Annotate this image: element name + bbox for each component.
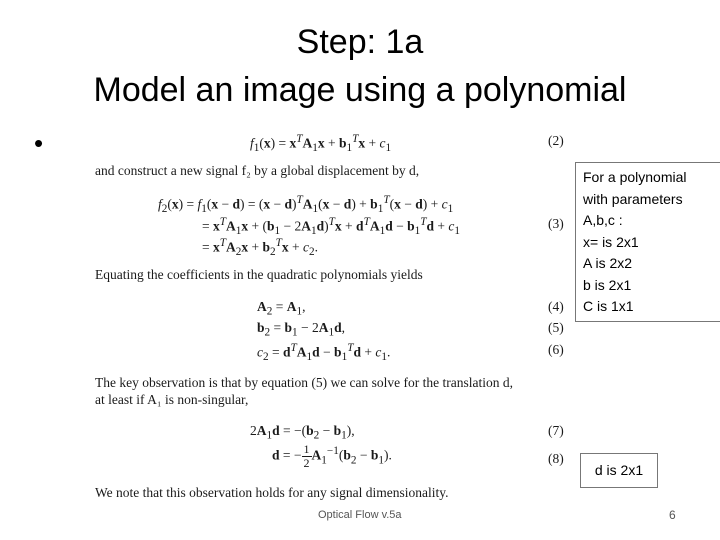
paragraph-equating-coefficients: Equating the coefficients in the quadratic polynomials yields bbox=[95, 267, 423, 282]
callout-line: A,b,c : bbox=[583, 212, 623, 228]
paragraph-dimensionality: We note that this observation holds for any signal dimensionality. bbox=[95, 485, 449, 500]
equation-6-number: (6) bbox=[548, 342, 564, 357]
bullet-point: • bbox=[34, 128, 44, 158]
paragraph-construct-signal: and construct a new signal f₂ by a global displacement by d, bbox=[95, 163, 420, 178]
paragraph-key-observation-line-1: The key observation is that by equation (5) we can solve for the translation d, bbox=[95, 375, 514, 390]
callout-line: b is 2x1 bbox=[583, 276, 632, 293]
paragraph-key-observation-line-2: at least if A₁ is non-singular, bbox=[95, 392, 249, 407]
equation-5-number: (5) bbox=[548, 320, 564, 335]
equation-3-line-3: = $x^TA_2x + b_2^Tx + c_2$. bbox=[202, 237, 319, 259]
equation-2-number: (2) bbox=[548, 133, 564, 148]
equation-3-number: (3) bbox=[548, 216, 564, 231]
equation-4-number: (4) bbox=[548, 299, 564, 314]
callout-line: A is 2x2 bbox=[583, 255, 633, 271]
polynomial-parameters-callout bbox=[575, 162, 720, 322]
page-number: 6 bbox=[669, 508, 676, 522]
equation-2: $f_1(x) = x^TA_1x + b_1^Tx + c_1$ bbox=[250, 133, 392, 155]
callout-line: with parameters bbox=[583, 190, 683, 207]
slide-title-line-2: Model an image using a polynomial bbox=[93, 71, 627, 109]
callout-line: C is 1x1 bbox=[583, 298, 634, 314]
equation-8-number: (8) bbox=[548, 451, 564, 466]
slide-footer: Optical Flow v.5a bbox=[318, 509, 402, 521]
callout-line: x= is 2x1 bbox=[583, 233, 639, 250]
equation-3-line-2: = $x^TA_1x + (b_1 - 2A_1d)^Tx + d^TA_1d - b_1^Td + c_1$ bbox=[202, 216, 461, 238]
equation-6: $c_2 = d^TA_1d - b_1^Td + c_1$. bbox=[257, 342, 391, 364]
equation-7-number: (7) bbox=[548, 423, 564, 438]
equation-8: d = − $\frac{1}{2}$ $A_1^{-1}(b_2 - b_1)$. bbox=[272, 442, 392, 470]
d-dimension-callout: d is 2x1 bbox=[580, 453, 658, 488]
equation-4: $A_2 = A_1$, bbox=[257, 299, 306, 318]
equation-5: $b_2 = b_1 - 2A_1d$, bbox=[257, 320, 346, 339]
equation-7: $2A_1d = -(b_2 - b_1)$, bbox=[250, 423, 355, 442]
callout-line: For a polynomial bbox=[583, 169, 687, 185]
equation-3-line-1: $f_2(x) = f_1(x - d) = (x - d)^TA_1(x - d) + b_1^T(x - d) + c_1$ bbox=[158, 194, 454, 216]
slide-title-line-1: Step: 1a bbox=[296, 23, 424, 61]
